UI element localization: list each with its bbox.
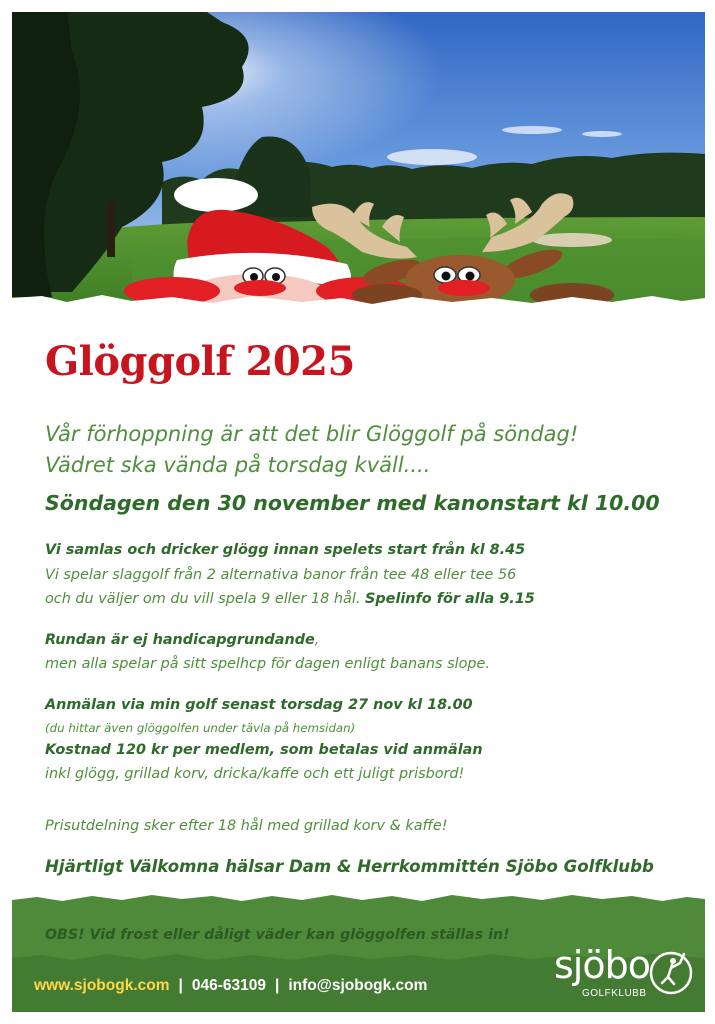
- intro-line-2: Vädret ska vända på torsdag kväll....: [45, 453, 431, 477]
- signup-note: (du hittar även glöggolfen under tävla på hemsidan): [45, 721, 356, 735]
- page-title: Glöggolf 2025: [45, 338, 355, 385]
- handicap-comma: ,: [314, 632, 320, 648]
- logo-subtitle: GOLFKLUBB: [582, 988, 647, 999]
- golfer-swing-icon: [648, 950, 694, 996]
- website-link[interactable]: www.sjobogk.com: [34, 977, 170, 994]
- handicap-line-2: men alla spelar på sitt spelhcp för dagen enligt banans slope.: [45, 656, 490, 672]
- signup-line: Anmälan via min golf senast torsdag 27 nov kl 18.00: [45, 697, 473, 713]
- hero-photo: [12, 12, 705, 312]
- poster-page: [12, 12, 705, 1012]
- separator: |: [178, 977, 183, 994]
- contact-line: [34, 977, 427, 995]
- separator: |: [274, 977, 280, 994]
- play-line-2-text: och du väljer om du vill spela 9 eller 18 hål.: [45, 591, 366, 607]
- club-logo: [552, 944, 697, 1010]
- cost-line: Kostnad 120 kr per medlem, som betalas vid anmälan: [45, 742, 483, 758]
- phone-number: 046-63109: [191, 977, 266, 994]
- gather-line: Vi samlas och dricker glögg innan spelets start från kl 8.45: [45, 542, 526, 558]
- intro-line-1: Vår förhoppning är att det blir Glöggolf på söndag!: [45, 422, 579, 446]
- welcome-line: Hjärtligt Välkomna hälsar Dam & Herrkommittén Sjöbo Golfklubb: [45, 857, 654, 876]
- includes-line: inkl glögg, grillad korv, dricka/kaffe och ett juligt prisbord!: [45, 766, 465, 782]
- weather-notice: OBS! Vid frost eller dåligt väder kan glöggolfen ställas in!: [45, 927, 510, 943]
- event-date-line: Söndagen den 30 november med kanonstart kl 10.00: [45, 491, 660, 515]
- logo-wordmark: sjöbo: [554, 943, 650, 987]
- golf-course-photo: [12, 12, 705, 312]
- play-line-2: [45, 591, 535, 607]
- handicap-line-1: [45, 632, 319, 648]
- handicap-text: Rundan är ej handicapgrundande: [45, 632, 315, 648]
- spelinfo-text: Spelinfo för alla 9.15: [365, 591, 535, 607]
- email-link[interactable]: info@sjobogk.com: [288, 977, 428, 994]
- play-line-1: Vi spelar slaggolf från 2 alternativa banor från tee 48 eller tee 56: [45, 567, 517, 583]
- prize-line: Prisutdelning sker efter 18 hål med grillad korv & kaffe!: [45, 818, 448, 834]
- footer-band: [12, 884, 705, 1012]
